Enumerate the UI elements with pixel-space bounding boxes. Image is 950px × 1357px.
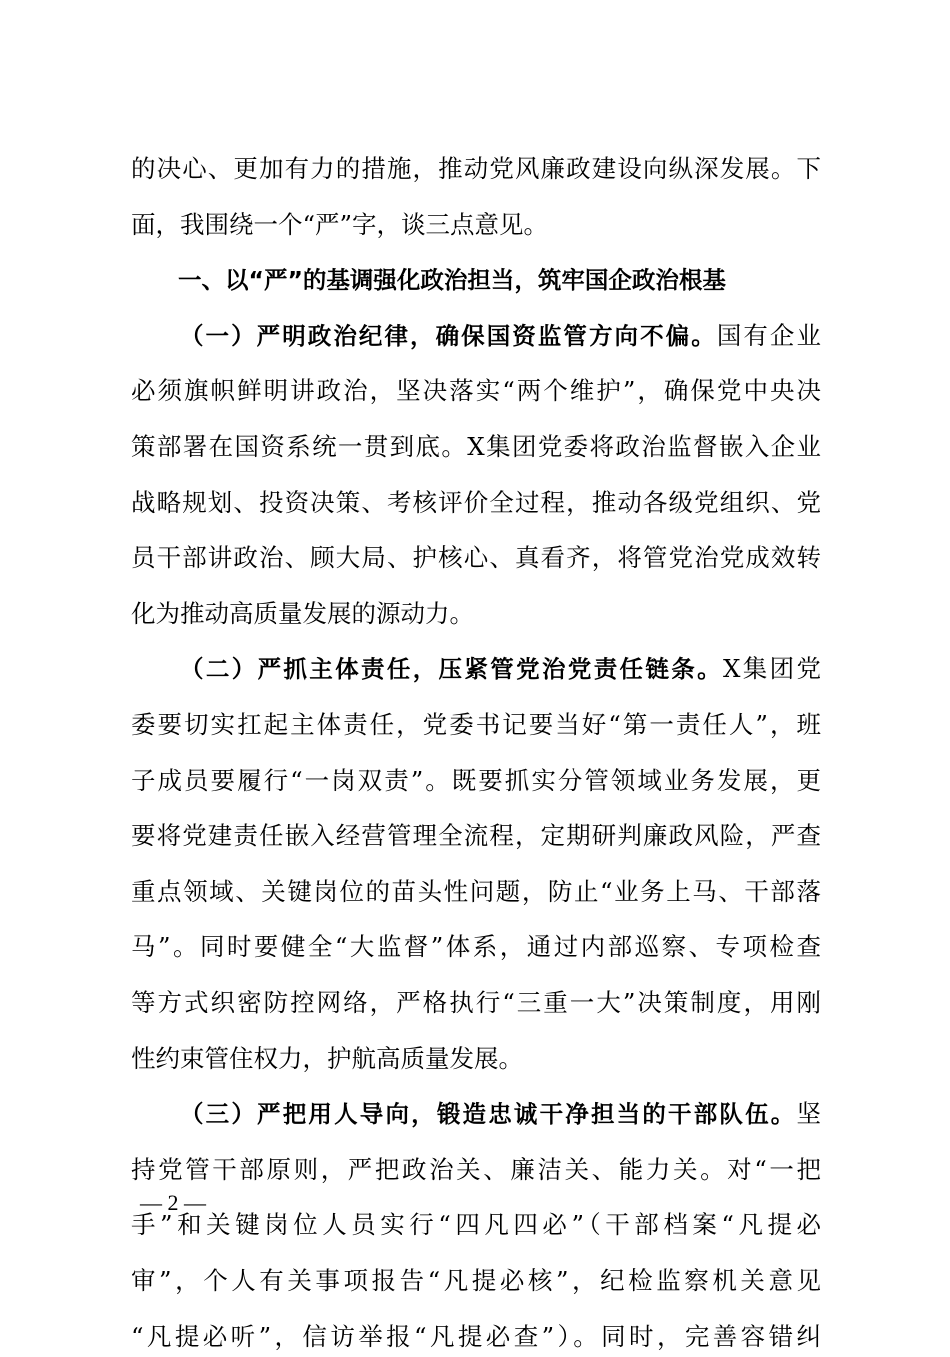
point1-lead: （一）严明政治纪律，确保国资监管方向不偏。 [180,321,717,350]
point2-line-3: 子成员要履行“一岗双责”。既要抓实分管领域业务发展，更 [131,765,821,795]
point3-line-1-rest: 坚 [796,1099,821,1129]
point2-line-4: 要将党建责任嵌入经营管理全流程，定期研判廉政风险，严查 [131,821,821,851]
page-number: — 2 — [140,1190,206,1215]
point1-line-5: 员干部讲政治、顾大局、护核心、真看齐，将管党治党成效转 [131,543,821,573]
point2-line-5: 重点领域、关键岗位的苗头性问题，防止“业务上马、干部落 [131,876,821,906]
point1-line-3: 策部署在国资系统一贯到底。X集团党委将政治监督嵌入企业 [131,432,821,461]
point1-line-6: 化为推动高质量发展的源动力。 [131,598,474,628]
point2-line-1 [180,649,821,689]
point2-line-7: 等方式织密防控网络，严格执行“三重一大”决策制度，用刚 [131,988,821,1017]
point2-line-1-rest: X集团党 [722,654,821,684]
point2-line-6: 马”。同时要健全“大监督”体系，通过内部巡察、专项检查 [131,932,821,962]
point3-line-5: “凡提必听”，信访举报“凡提必查”）。同时，完善容错纠 [131,1321,821,1351]
point2-lead: （二）严抓主体责任，压紧管党治党责任链条。 [180,655,723,684]
point1-line-1-rest: 国有企业 [716,320,821,350]
point3-line-4: 审”，个人有关事项报告“凡提必核”，纪检监察机关意见 [131,1266,821,1295]
point2-line-8: 性约束管住权力，护航高质量发展。 [131,1043,523,1073]
section-heading: 一、以“严”的基调强化政治担当，筑牢国企政治根基 [178,266,726,295]
point1-line-1 [180,316,821,356]
point3-line-3: 手”和关键岗位人员实行“四凡四必”（干部档案“凡提必 [131,1210,821,1240]
point3-line-2: 持党管干部原则，严把政治关、廉洁关、能力关。对“一把 [131,1154,821,1184]
intro-line-2: 面，我围绕一个“严”字，谈三点意见。 [131,209,549,239]
point2-line-2: 委要切实扛起主体责任，党委书记要当好“第一责任人”，班 [131,710,821,739]
point1-line-2: 必须旗帜鲜明讲政治，坚决落实“两个维护”，确保党中央决 [131,376,821,406]
point1-line-4: 战略规划、投资决策、考核评价全过程，推动各级党组织、党 [131,487,821,517]
point3-line-1 [180,1094,821,1134]
point3-lead: （三）严把用人导向，锻造忠诚干净担当的干部队伍。 [180,1100,797,1129]
intro-line-1: 的决心、更加有力的措施，推动党风廉政建设向纵深发展。下 [131,154,821,183]
